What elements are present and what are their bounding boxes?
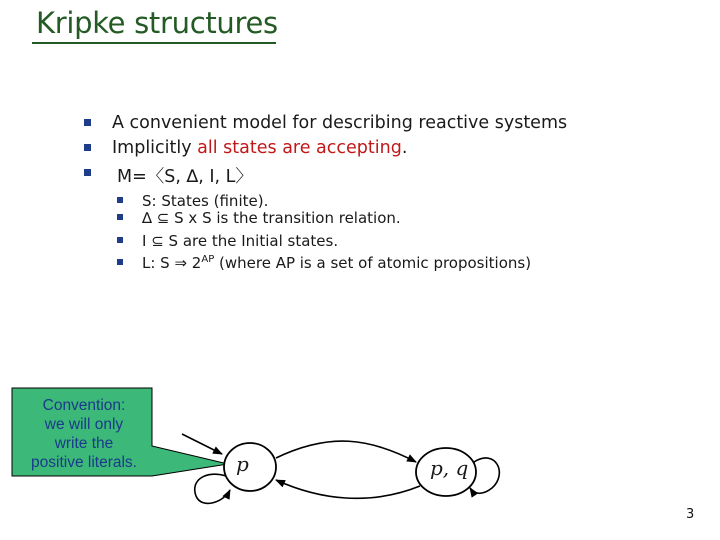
page-number: 3	[686, 507, 695, 522]
state-p	[224, 443, 276, 491]
bullet-text: Implicitly all states are accepting.	[112, 138, 408, 158]
sub-bullet-text: L: S ⇒ $2^{AP}$ (where AP is a set of atomic propositions)	[142, 254, 532, 272]
state-pq-label: p, q	[430, 456, 469, 480]
sub-bullet-text: S: States (finite).	[142, 192, 269, 210]
bullet-text: M=〈S, ∆, I, L〉	[117, 167, 253, 187]
highlighted-text: all states are accepting	[197, 138, 402, 158]
slide-title: Kripke structures	[36, 6, 278, 40]
self-loop-p	[195, 474, 230, 503]
sub-bullet-text: ∆ ⊆ S x S is the transition relation.	[142, 209, 401, 227]
edge-pq-to-p	[276, 480, 420, 498]
sub-bullet-text: I ⊆ S are the Initial states.	[142, 232, 339, 250]
bullet-text: A convenient model for describing reactive systems	[112, 113, 568, 133]
initial-arrow	[182, 434, 222, 454]
edge-p-to-pq	[276, 441, 416, 462]
state-p-label: p	[236, 452, 249, 476]
callout-text: Convention: we will only write the positive literals.	[31, 397, 137, 471]
